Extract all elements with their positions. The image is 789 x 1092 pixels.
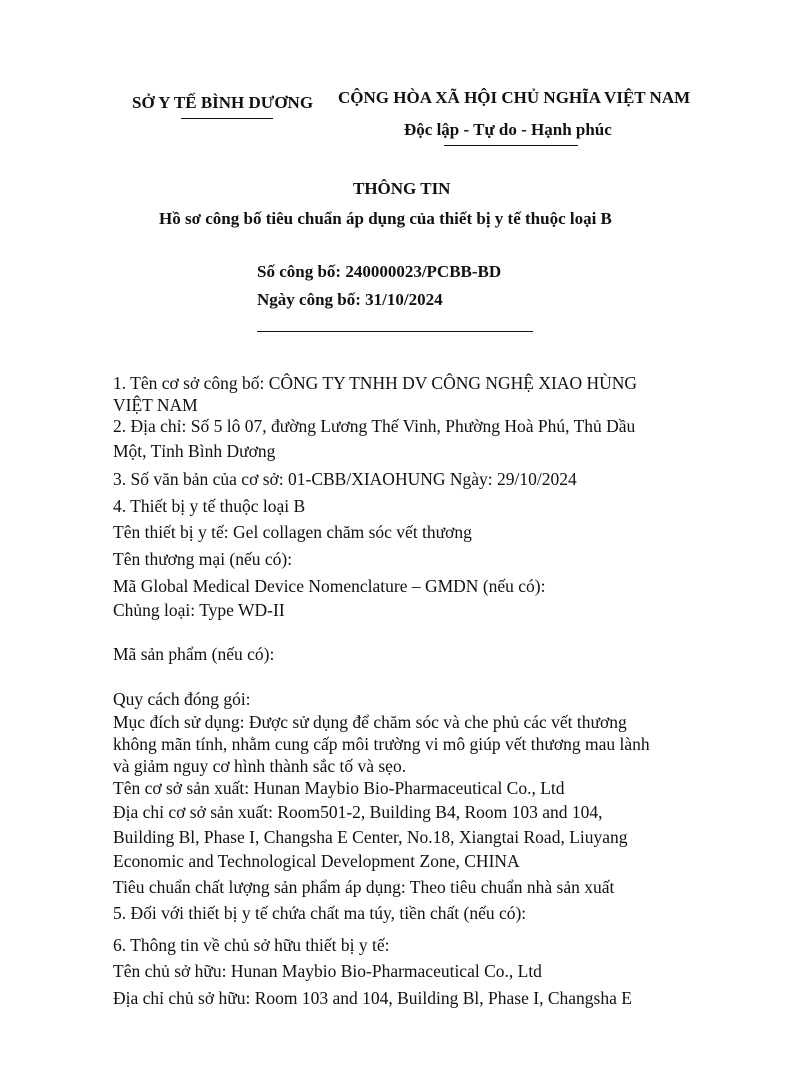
purpose-line3: và giảm nguy cơ hình thành sắc tố và sẹo. [113,756,407,776]
manufacturer-address-line3: Economic and Technological Development Zone, CHINA [113,851,520,871]
product-code-line: Mã sản phẩm (nếu có): [113,644,275,664]
document-subtitle: Hồ sơ công bố tiêu chuẩn áp dụng của thiết bị y tế thuộc loại B [159,209,612,228]
separator-line [257,331,533,332]
owner-info-heading: 6. Thông tin về chủ sở hữu thiết bị y tế: [113,935,390,955]
republic-name: CỘNG HÒA XÃ HỘI CHỦ NGHĨA VIỆT NAM [338,88,691,107]
establishment-address-line1: 2. Địa chỉ: Số 5 lô 07, đường Lương Thế Vinh, Phường Hoà Phú, Thủ Dầu [113,416,636,436]
document-number-line: 3. Số văn bản của cơ sở: 01-CBB/XIAOHUNG Ngày: 29/10/2024 [113,469,577,489]
manufacturer-address-line1: Địa chỉ cơ sở sản xuất: Room501-2, Building B4, Room 103 and 104, [113,802,603,822]
purpose-line1: Mục đích sử dụng: Được sử dụng để chăm sóc và che phủ các vết thương [113,712,627,732]
manufacturer-address-line2: Building Bl, Phase I, Changsha E Center, No.18, Xiangtai Road, Liuyang [113,827,628,847]
owner-address-line: Địa chỉ chủ sở hữu: Room 103 and 104, Building Bl, Phase I, Changsha E [113,988,632,1008]
gmdn-line: Mã Global Medical Device Nomenclature – GMDN (nếu có): [113,576,546,596]
document-title: THÔNG TIN [353,179,451,198]
department-name: SỞ Y TẾ BÌNH DƯƠNG [132,93,314,112]
packaging-line: Quy cách đóng gói: [113,689,251,709]
announcement-number: Số công bố: 240000023/PCBB-BD [257,262,502,281]
device-name-line: Tên thiết bị y tế: Gel collagen chăm sóc vết thương [113,522,472,542]
device-class-line: 4. Thiết bị y tế thuộc loại B [113,496,306,516]
trade-name-line: Tên thương mại (nếu có): [113,549,293,569]
announcement-date: Ngày công bố: 31/10/2024 [257,290,443,309]
department-underline [181,118,273,119]
establishment-name-line2: VIỆT NAM [113,395,198,415]
establishment-address-line2: Một, Tỉnh Bình Dương [113,441,276,461]
national-motto: Độc lập - Tự do - Hạnh phúc [404,120,612,139]
narcotics-line: 5. Đối với thiết bị y tế chứa chất ma túy, tiền chất (nếu có): [113,903,527,923]
purpose-line2: không mãn tính, nhằm cung cấp môi trường vi mô giúp vết thương mau lành [113,734,650,754]
quality-standard-line: Tiêu chuẩn chất lượng sản phẩm áp dụng: Theo tiêu chuẩn nhà sản xuất [113,877,615,897]
type-line: Chủng loại: Type WD-II [113,600,285,620]
manufacturer-name-line: Tên cơ sở sản xuất: Hunan Maybio Bio-Pharmaceutical Co., Ltd [113,778,565,798]
owner-name-line: Tên chủ sở hữu: Hunan Maybio Bio-Pharmaceutical Co., Ltd [113,961,542,981]
establishment-name-line1: 1. Tên cơ sở công bố: CÔNG TY TNHH DV CÔNG NGHỆ XIAO HÙNG [113,373,638,393]
motto-underline [444,145,578,146]
